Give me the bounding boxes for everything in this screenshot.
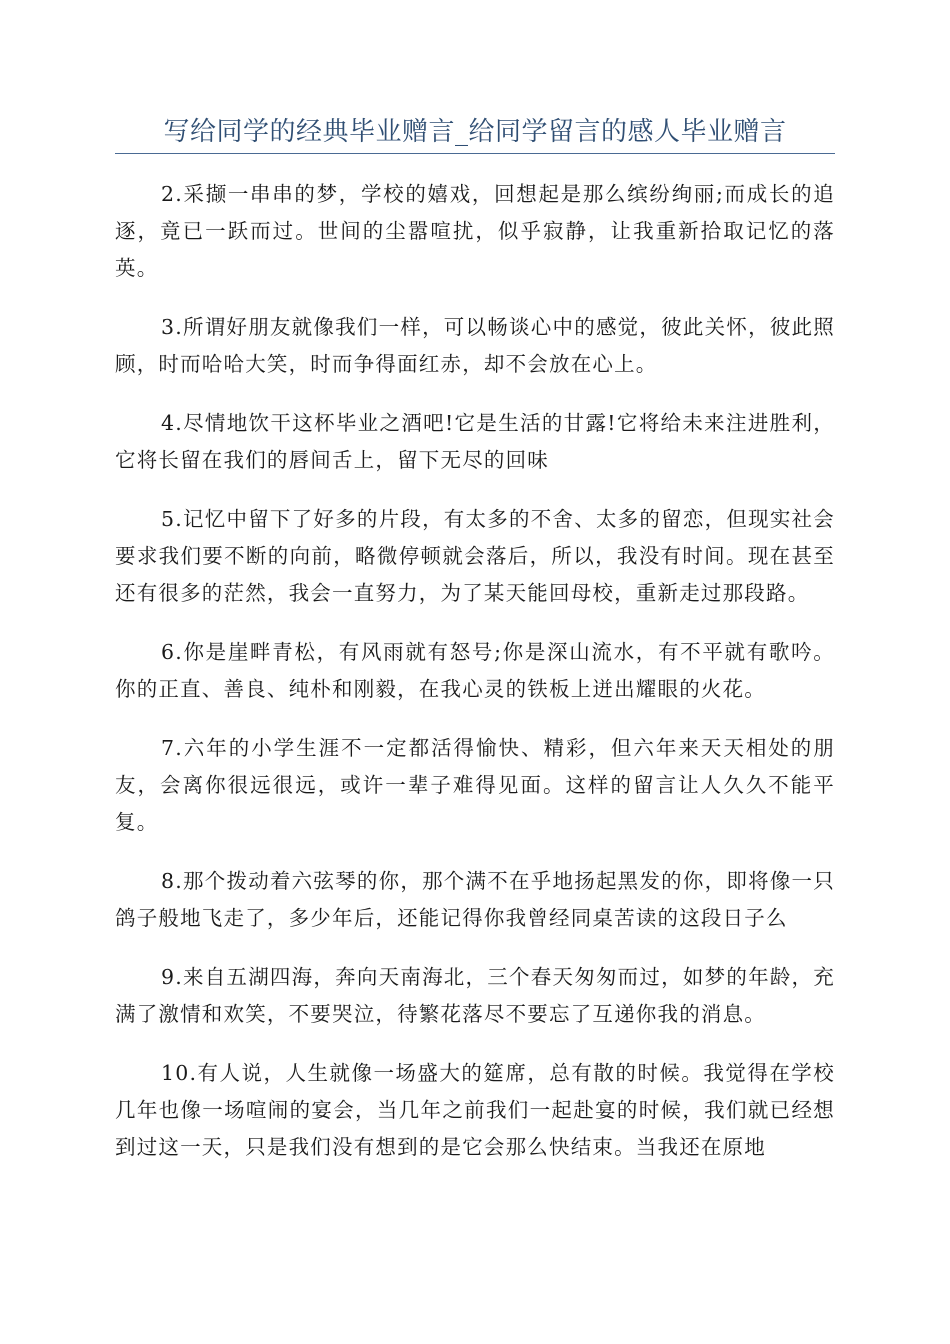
- paragraph-3: 3.所谓好朋友就像我们一样，可以畅谈心中的感觉，彼此关怀，彼此照顾，时而哈哈大笑，时而争得面红赤，却不会放在心上。: [115, 315, 835, 376]
- paragraph-8: 8.那个拨动着六弦琴的你，那个满不在乎地扬起黑发的你，即将像一只鸽子般地飞走了，多少年后，还能记得你我曾经同桌苦读的这段日子么: [115, 869, 835, 930]
- paragraph-2: 2.采撷一串串的梦，学校的嬉戏，回想起是那么缤纷绚丽;而成长的追逐，竟已一跃而过。世间的尘嚣喧扰，似乎寂静，让我重新拾取记忆的落英。: [115, 182, 835, 280]
- paragraph-9: 9.来自五湖四海，奔向天南海北，三个春天匆匆而过，如梦的年龄，充满了激情和欢笑，不要哭泣，待繁花落尽不要忘了互递你我的消息。: [115, 965, 835, 1026]
- paragraph-4: 4.尽情地饮干这杯毕业之酒吧!它是生活的甘露!它将给未来注进胜利，它将长留在我们的唇间舌上，留下无尽的回味: [115, 411, 835, 472]
- title-underline: [115, 153, 835, 154]
- page-title: 写给同学的经典毕业赠言_给同学留言的感人毕业赠言: [163, 117, 787, 147]
- paragraph-10: 10.有人说，人生就像一场盛大的筵席，总有散的时候。我觉得在学校几年也像一场喧闹的宴会，当几年之前我们一起赴宴的时候，我们就已经想到过这一天，只是我们没有想到的是它会那么快结束。当我还在原地: [115, 1061, 835, 1159]
- document-body: [115, 176, 835, 1188]
- paragraph-5: 5.记忆中留下了好多的片段，有太多的不舍、太多的留恋，但现实社会要求我们要不断的向前，略微停顿就会落后，所以，我没有时间。现在甚至还有很多的茫然，我会一直努力，为了某天能回母校，重新走过那段路。: [115, 507, 835, 605]
- paragraph-7: 7.六年的小学生涯不一定都活得愉快、精彩，但六年来天天相处的朋友，会离你很远很远，或许一辈子难得见面。这样的留言让人久久不能平复。: [115, 736, 835, 834]
- paragraph-6: 6.你是崖畔青松，有风雨就有怒号;你是深山流水，有不平就有歌吟。你的正直、善良、纯朴和刚毅，在我心灵的铁板上迸出耀眼的火花。: [115, 640, 835, 701]
